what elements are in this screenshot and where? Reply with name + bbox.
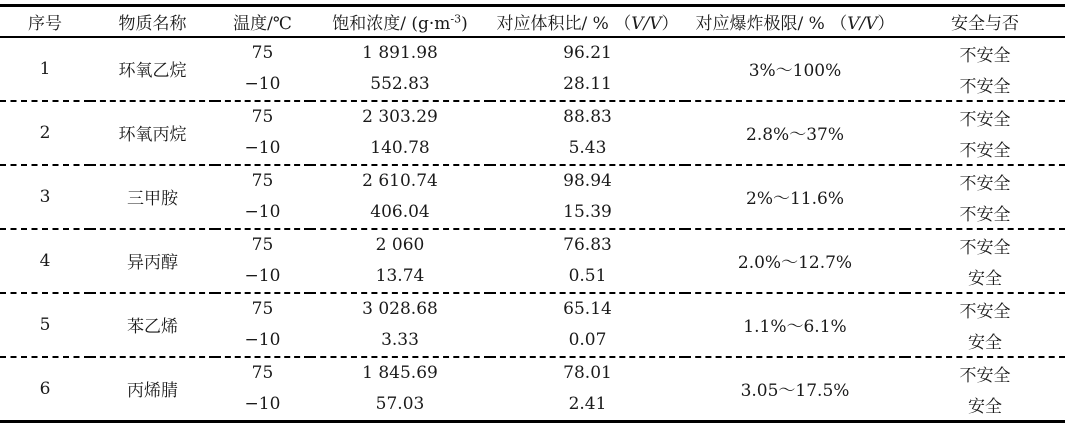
temperature-cell: −10 <box>244 138 281 158</box>
header-substance-name: 物质名称 <box>90 6 215 37</box>
serial-cell: 5 <box>39 314 51 335</box>
temperature-cell: 75 <box>251 43 274 63</box>
temperature-cell: −10 <box>244 266 281 286</box>
table-row <box>0 229 1065 261</box>
concentration-cell: 3.33 <box>381 330 419 350</box>
serial-cell: 1 <box>39 58 51 79</box>
concentration-exponent: -3 <box>450 12 462 26</box>
volume-ratio-cell: 15.39 <box>563 202 612 222</box>
header-temperature: 温度/℃ <box>215 6 310 37</box>
volume-ratio-cell: 0.51 <box>568 266 607 286</box>
safety-cell: 安全 <box>968 268 1002 289</box>
temperature-cell: −10 <box>244 394 281 414</box>
volume-ratio-cell: 5.43 <box>568 138 607 158</box>
concentration-cell: 1 845.69 <box>362 363 438 383</box>
table-row <box>0 101 1065 133</box>
substance-name-cell: 环氧丙烷 <box>118 125 187 145</box>
temperature-cell: 75 <box>251 363 274 383</box>
header-explosive-limit-close: ） <box>877 13 895 34</box>
concentration-cell: 2 610.74 <box>362 171 438 191</box>
table-row <box>0 37 1065 69</box>
concentration-cell: 406.04 <box>370 202 430 222</box>
serial-cell: 2 <box>39 122 51 143</box>
substance-name-cell: 苯乙烯 <box>127 317 178 337</box>
table-row <box>0 165 1065 197</box>
serial-cell: 4 <box>39 250 51 271</box>
explosive-limit-cell: 1.1%～6.1% <box>743 317 847 337</box>
safety-cell: 安全 <box>968 396 1002 417</box>
temperature-cell: 75 <box>251 171 274 191</box>
volume-ratio-cell: 2.41 <box>568 394 607 414</box>
volume-ratio-variable: V/V <box>631 13 662 34</box>
substance-group-2 <box>0 101 1065 165</box>
substance-group-3 <box>0 165 1065 229</box>
explosive-limit-variable: V/V <box>847 13 878 34</box>
volume-ratio-cell: 96.21 <box>563 43 612 63</box>
safety-cell: 不安全 <box>959 301 1011 322</box>
header-volume-ratio-text: 对应体积比/ % （ <box>496 13 632 34</box>
volume-ratio-cell: 76.83 <box>563 235 612 255</box>
concentration-cell: 57.03 <box>375 394 425 414</box>
safety-cell: 安全 <box>968 332 1002 353</box>
header-volume-ratio <box>490 6 685 37</box>
explosive-limit-cell: 2.0%～12.7% <box>737 253 853 273</box>
substance-name-cell: 异丙醇 <box>127 253 178 273</box>
volume-ratio-cell: 28.11 <box>563 74 612 94</box>
volume-ratio-cell: 0.07 <box>568 330 607 350</box>
temperature-cell: −10 <box>244 202 281 222</box>
concentration-cell: 552.83 <box>370 74 430 94</box>
header-volume-ratio-close: ） <box>661 13 679 34</box>
substance-group-1 <box>0 37 1065 101</box>
table-row <box>0 293 1065 325</box>
substance-group-6 <box>0 357 1065 422</box>
temperature-cell: 75 <box>251 235 274 255</box>
temperature-cell: 75 <box>251 107 274 127</box>
safety-cell: 不安全 <box>959 109 1011 130</box>
table-row <box>0 357 1065 389</box>
serial-cell: 3 <box>39 186 51 207</box>
concentration-cell: 140.78 <box>370 138 430 158</box>
safety-cell: 不安全 <box>959 76 1011 97</box>
safety-cell: 不安全 <box>959 365 1011 386</box>
safety-cell: 不安全 <box>959 237 1011 258</box>
concentration-cell: 1 891.98 <box>362 43 438 63</box>
substance-safety-table <box>0 4 1065 423</box>
temperature-cell: −10 <box>244 330 281 350</box>
explosive-limit-cell: 3%～100% <box>748 61 842 81</box>
header-serial-number: 序号 <box>0 6 90 37</box>
temperature-cell: −10 <box>244 74 281 94</box>
explosive-limit-cell: 2.8%～37% <box>746 125 844 145</box>
temperature-cell: 75 <box>251 299 274 319</box>
header-safety: 安全与否 <box>905 6 1065 37</box>
header-explosive-limit-text: 对应爆炸极限/ % （ <box>695 13 848 34</box>
concentration-cell: 2 060 <box>375 235 425 255</box>
header-concentration-text: 饱和浓度/ (g·m <box>332 13 451 34</box>
safety-cell: 不安全 <box>959 173 1011 194</box>
volume-ratio-cell: 78.01 <box>563 363 612 383</box>
substance-name-cell: 丙烯腈 <box>127 381 178 401</box>
explosive-limit-cell: 2%～11.6% <box>746 189 844 209</box>
header-saturation-concentration <box>310 6 490 37</box>
concentration-cell: 13.74 <box>375 266 425 286</box>
serial-cell: 6 <box>39 378 51 399</box>
header-explosive-limit <box>685 6 905 37</box>
header-row <box>0 6 1065 37</box>
concentration-cell: 2 303.29 <box>362 107 438 127</box>
substance-group-4 <box>0 229 1065 293</box>
concentration-cell: 3 028.68 <box>362 299 438 319</box>
volume-ratio-cell: 88.83 <box>563 107 612 127</box>
safety-cell: 不安全 <box>959 45 1011 66</box>
volume-ratio-cell: 98.94 <box>563 171 612 191</box>
header-concentration-close: ) <box>461 13 468 34</box>
volume-ratio-cell: 65.14 <box>563 299 612 319</box>
substance-group-5 <box>0 293 1065 357</box>
substance-name-cell: 环氧乙烷 <box>118 61 187 81</box>
substance-name-cell: 三甲胺 <box>127 189 178 209</box>
safety-cell: 不安全 <box>959 204 1011 225</box>
safety-cell: 不安全 <box>959 140 1011 161</box>
explosive-limit-cell: 3.05～17.5% <box>740 381 850 401</box>
